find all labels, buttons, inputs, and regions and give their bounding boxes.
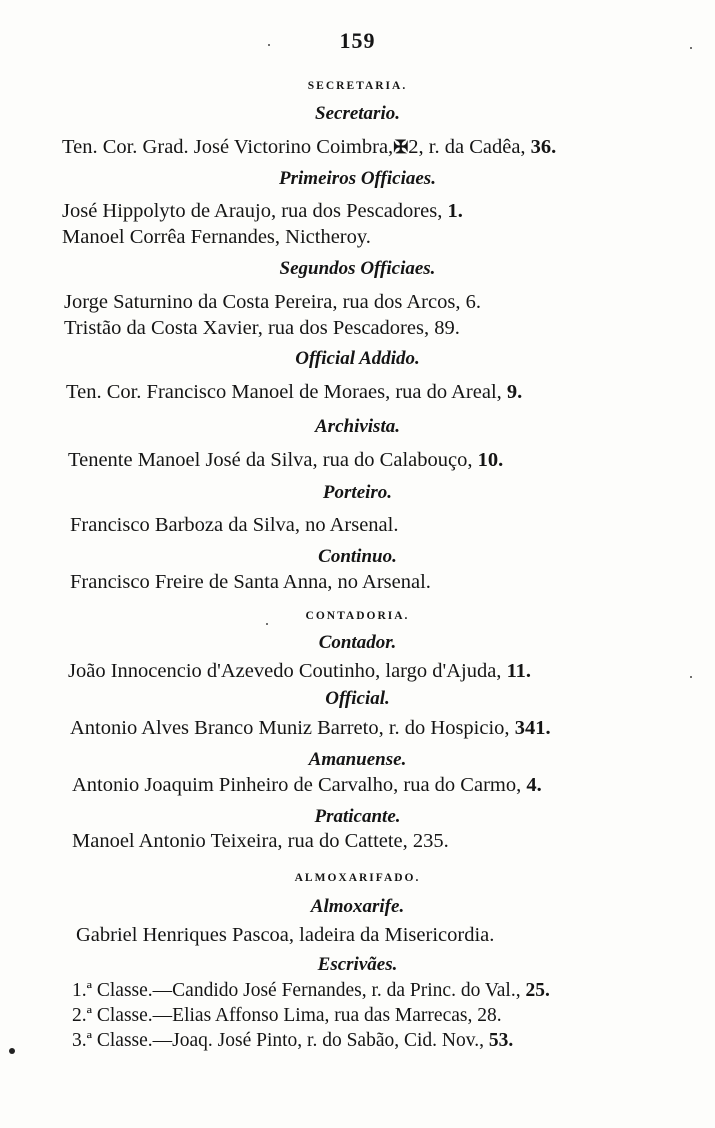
scan-dot (9, 1048, 15, 1054)
scan-speck (690, 47, 692, 49)
entry-number: 36. (530, 136, 557, 158)
role-heading-praticante: Praticante. (314, 806, 401, 827)
entry-jose-victorino-coimbra (62, 136, 702, 159)
section-heading-almoxarifado: ALMOXARIFADO. (294, 872, 421, 884)
entry-elias-lima: 2.ª Classe.—Elias Affonso Lima, rua das Marrecas, 28. (72, 1005, 502, 1026)
scan-speck (268, 44, 270, 46)
role-heading-almoxarife: Almoxarife. (310, 896, 405, 917)
entry-number: 9. (506, 381, 523, 403)
entry-text: José Hippolyto de Araujo, rua dos Pescadores, (62, 200, 443, 222)
entry-text: Ten. Cor. Francisco Manoel de Moraes, rua do Areal, (66, 381, 502, 403)
entry-text: Ten. Cor. Grad. José Victorino Coimbra, (62, 136, 394, 158)
entry-text-tail: 2, r. da Cadêa, (408, 136, 526, 158)
entry-jorge-saturnino: Jorge Saturnino da Costa Pereira, rua dos Arcos, 6. (64, 291, 481, 313)
entry-text: Antonio Joaquim Pinheiro de Carvalho, rua do Carmo, (72, 774, 522, 796)
entry-number: 25. (525, 980, 550, 1001)
role-heading-escrivaes: Escrivães. (317, 954, 398, 975)
entry-text: 1.ª Classe.—Candido José Fernandes, r. da Princ. do Val., (72, 980, 521, 1001)
entry-manoel-correa: Manoel Corrêa Fernandes, Nictheroy. (62, 226, 371, 248)
role-heading-archivista: Archivista. (315, 416, 400, 437)
entry-jose-hippolyto (62, 200, 702, 223)
role-heading-secretario: Secretario. (315, 103, 400, 124)
entry-number: 53. (488, 1030, 514, 1051)
entry-number: 1. (447, 200, 463, 222)
role-heading-primeiros: Primeiros Officiaes. (279, 168, 436, 189)
entry-number: 10. (477, 449, 504, 471)
entry-francisco-barboza: Francisco Barboza da Silva, no Arsenal. (70, 514, 399, 536)
role-heading-official: Official. (325, 688, 390, 709)
role-heading-continuo: Continuo. (318, 546, 397, 567)
entry-francisco-moraes (66, 381, 706, 404)
entry-joao-innocencio (68, 660, 708, 683)
role-heading-amanuense: Amanuense. (308, 749, 407, 770)
entry-manoel-jose-silva (68, 449, 708, 472)
entry-text: Tenente Manoel José da Silva, rua do Calabouço, (68, 449, 473, 471)
page-number: 159 (339, 28, 376, 53)
scan-speck (690, 676, 692, 678)
entry-number: 11. (506, 660, 532, 682)
entry-joaq-pinto (72, 1030, 708, 1052)
role-heading-contador: Contador. (318, 632, 397, 653)
entry-tristao-xavier: Tristão da Costa Xavier, rua dos Pescadores, 89. (64, 317, 460, 339)
section-heading-secretaria: SECRETARIA. (307, 80, 408, 92)
entry-candido-fernandes (72, 980, 708, 1002)
entry-number: 341. (514, 717, 551, 739)
cross-icon: ✠ (393, 137, 409, 157)
role-heading-porteiro: Porteiro. (322, 482, 393, 503)
entry-number: 4. (526, 774, 542, 796)
section-heading-contadoria: CONTADORIA. (305, 610, 410, 622)
role-heading-segundos: Segundos Officiaes. (279, 258, 436, 279)
entry-antonio-joaquim (72, 774, 712, 797)
entry-text: João Innocencio d'Azevedo Coutinho, largo d'Ajuda, (68, 660, 502, 682)
entry-manoel-teixeira: Manoel Antonio Teixeira, rua do Cattete, 235. (72, 830, 449, 852)
entry-francisco-freire: Francisco Freire de Santa Anna, no Arsenal. (70, 571, 431, 593)
entry-text: Antonio Alves Branco Muniz Barreto, r. do Hospicio, (70, 717, 510, 739)
entry-antonio-alves-branco (70, 717, 710, 740)
entry-text: 3.ª Classe.—Joaq. José Pinto, r. do Sabão, Cid. Nov., (72, 1030, 484, 1051)
role-heading-addido: Official Addido. (295, 348, 420, 369)
scan-speck (266, 623, 268, 625)
entry-gabriel-pascoa: Gabriel Henriques Pascoa, ladeira da Misericordia. (76, 924, 495, 946)
